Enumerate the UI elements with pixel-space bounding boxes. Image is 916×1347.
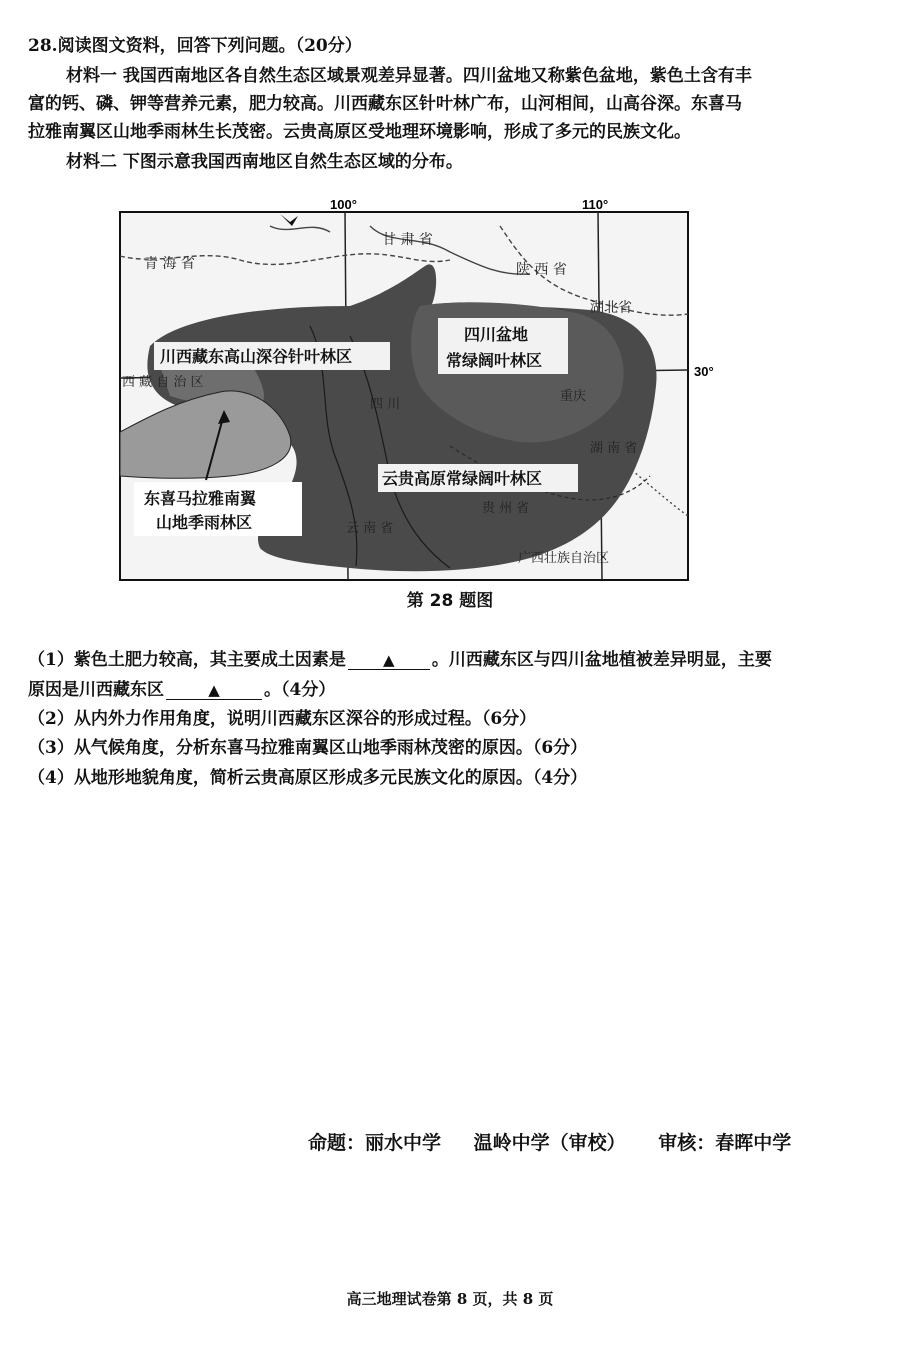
material1-line-2: 富的钙、磷、钾等营养元素，肥力较高。川西藏东区针叶林广布，山河相间，山高谷深。东喜马: [28, 94, 742, 114]
lon-label-100: 100°: [330, 197, 357, 212]
credit-author: 命题：丽水中学: [308, 1132, 442, 1154]
province-yunnan: 云 南 省: [346, 521, 394, 536]
q4-line: （4）从地形地貌角度，简析云贵高原区形成多元民族文化的原因。（4分）: [28, 768, 588, 788]
q1-text-3: 原因是川西藏东区: [28, 680, 164, 700]
region-sichuan-basin-label-2: 常绿阔叶林区: [446, 351, 543, 370]
map-svg: [120, 196, 714, 580]
figure-caption: 第 28 题图: [406, 591, 494, 611]
answer-blank-2[interactable]: [166, 681, 262, 700]
region-himalaya-label-1: 东喜马拉雅南翼: [144, 489, 257, 508]
q1-line-1: [28, 646, 878, 674]
lat-label-30: 30°: [694, 364, 714, 379]
province-chongqing: 重庆: [560, 389, 587, 404]
q1-text-4: 。（4分）: [264, 680, 336, 700]
province-xizang: 西 藏 自 治 区: [122, 375, 204, 390]
material1-line-3: 拉雅南翼区山地季雨林生长茂密。云贵高原区受地理环境影响，形成了多元的民族文化。: [28, 122, 691, 142]
q1-text-2: 。川西藏东区与四川盆地植被差异明显，主要: [431, 650, 772, 670]
page-footer: 高三地理试卷第 8 页，共 8 页: [346, 1290, 554, 1308]
province-gansu: 甘 肃 省: [382, 232, 433, 248]
material2-label: 材料二: [66, 152, 117, 172]
region-himalaya-label-2: 山地季雨林区: [156, 513, 253, 532]
region-sichuan-basin-label-1: 四川盆地: [464, 325, 529, 344]
material1-line-1: [66, 62, 916, 90]
province-guizhou: 贵 州 省: [482, 501, 530, 516]
province-shaanxi: 陕 西 省: [516, 262, 567, 278]
province-qinghai: 青 海 省: [144, 256, 195, 272]
question-title: 28.阅读图文资料，回答下列问题。（20分）: [28, 36, 362, 56]
blank-mark-2: ▲: [208, 681, 220, 699]
region-yungui-label: 云贵高原常绿阔叶林区: [382, 469, 543, 488]
material2-line: [66, 148, 916, 176]
credit-school: 温岭中学（审校）: [473, 1132, 626, 1154]
q1-line-2: [28, 676, 878, 704]
region-chuanxi-label: 川西藏东高山深谷针叶林区: [160, 347, 353, 366]
material1-label: 材料一: [66, 66, 117, 86]
southwest-ecoregion-map: [120, 196, 714, 580]
province-hunan: 湖 南 省: [590, 441, 638, 456]
province-guangxi: 广西壮族自治区: [518, 551, 610, 566]
province-hubei: 湖北省: [590, 300, 632, 316]
exam-credits: [308, 1128, 817, 1155]
blank-mark-1: ▲: [383, 651, 395, 669]
q3-line: （3）从气候角度，分析东喜马拉雅南翼区山地季雨林茂密的原因。（6分）: [28, 738, 588, 758]
province-sichuan: 四 川: [370, 397, 401, 412]
q2-line: （2）从内外力作用角度，说明川西藏东区深谷的形成过程。（6分）: [28, 709, 537, 729]
credit-reviewer: 审核：春晖中学: [658, 1132, 792, 1154]
lon-label-110: 110°: [582, 197, 609, 212]
material2-text: 下图示意我国西南地区自然生态区域的分布。: [122, 152, 463, 172]
answer-blank-1[interactable]: [348, 651, 430, 670]
material1-text-1: 我国西南地区各自然生态区域景观差异显著。四川盆地又称紫色盆地，紫色土含有丰: [122, 66, 752, 86]
q1-text-1: （1）紫色土肥力较高，其主要成土因素是: [28, 650, 346, 670]
